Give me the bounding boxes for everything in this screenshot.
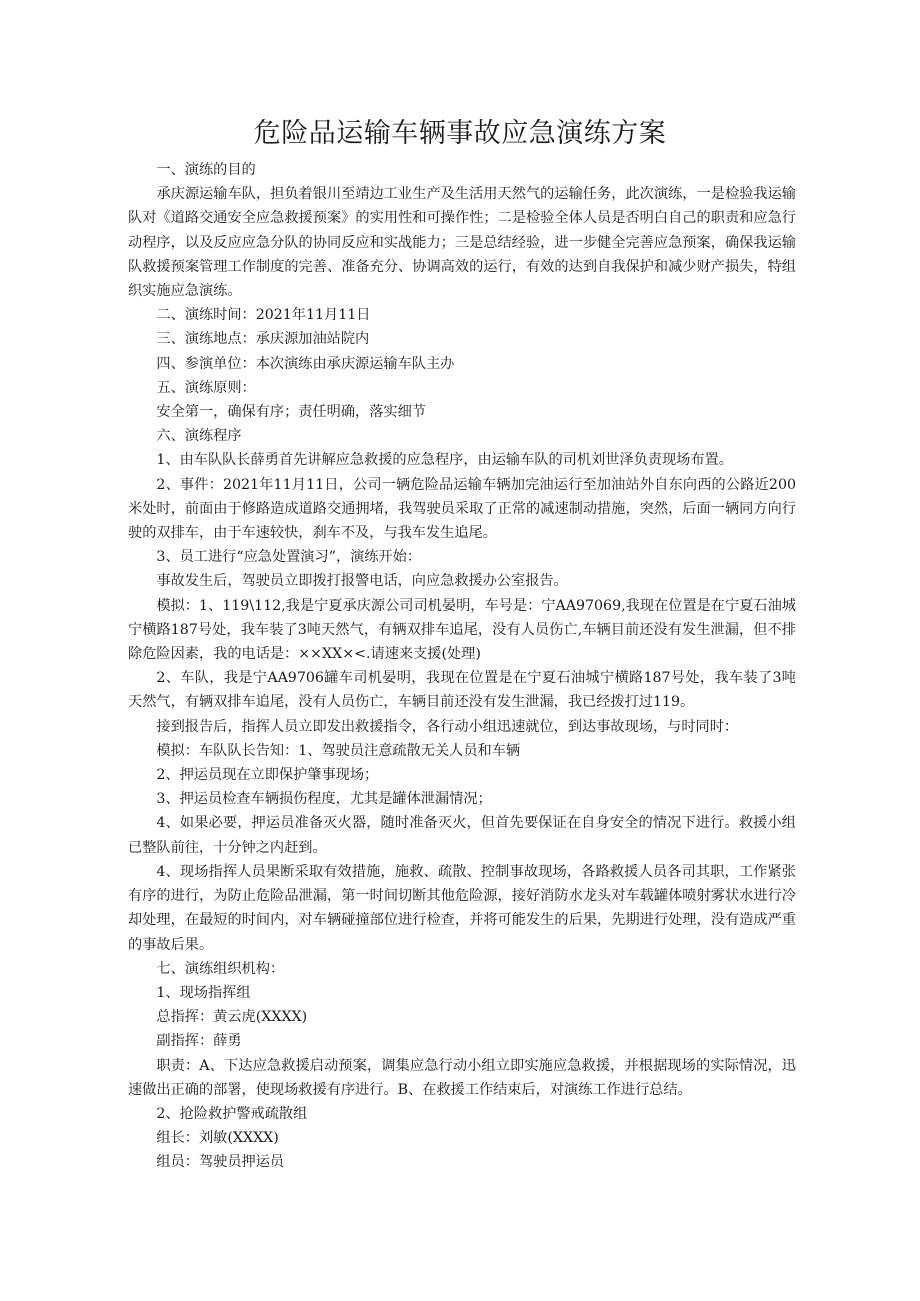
command-duties: 职责：A、下达应急救援启动预案，调集应急行动小组立即实施应急救援，并根据现场的实际情况，迅速做出正确的部署，使现场救援有序进行。B、在救援工作结束后，对演练工作进行总结。: [128, 1057, 796, 1098]
document-body: [128, 158, 796, 1175]
procedure-step-1: 1、由车队队长薛勇首先讲解应急救援的应急程序，由运输车队的司机刘世泽负责现场布置。: [156, 452, 733, 469]
accident-report-text: 事故发生后，驾驶员立即拨打报警电话，向应急救援办公室报告。: [156, 573, 568, 590]
document-title: 危险品运输车辆事故应急演练方案: [253, 118, 667, 149]
group-heading-rescue: 2、抢险救护警戒疏散组: [156, 1105, 308, 1122]
section-heading-procedure: 六、演练程序: [156, 428, 242, 445]
captain-instruction-2: 2、押运员现在立即保护肇事现场；: [156, 767, 379, 784]
captain-instruction-4: 4、如果必要，押运员准备灭火器，随时准备灭火，但首先要保证在自身安全的情况下进行。救援小组已整队前往，十分钟之内赶到。: [128, 815, 796, 856]
paragraph-purpose: 承庆源运输车队，担负着银川至靖边工业生产及生活用天然气的运输任务，此次演练，一是检验我运输队对《道路交通安全应急救援预案》的实用性和可操作性；二是检验全体人员是否明白自己的职责和应急行动程序，以及反应应急分队的协同反应和实战能力；三是总结经验，进一步健全完善应急预案，确保我运输队救援预案管理工作制度的完善、准备充分、协调高效的运行，有效的达到自我保护和减少财产损失，特组织实施应急演练。: [128, 186, 796, 300]
command-response: 接到报告后，指挥人员立即发出救援指令，各行动小组迅速就位，到达事故现场，与时同时：: [156, 718, 739, 735]
procedure-step-3: 3、员工进行“应急处置演习”，演练开始：: [156, 549, 422, 566]
participating-unit: 四、参演单位：本次演练由承庆源运输车队主办: [156, 355, 455, 372]
rescue-group-members: 组员：驾驶员押运员: [156, 1154, 285, 1171]
captain-instruction-3: 3、押运员检查车辆损伤程度，尤其是罐体泄漏情况；: [156, 791, 492, 808]
deputy-commander: 副指挥：薛勇: [156, 1033, 242, 1050]
rescue-group-leader: 组长：刘敏(XXXX): [156, 1130, 279, 1147]
procedure-step-2-event: 2、事件：2021年11月11日，公司一辆危险品运输车辆加完油运行至加油站外自东向西的公路近200米处时，前面由于修路造成道路交通拥堵，我驾驶员采取了正常的减速制动措施，突然，后面一辆同方向行驶的双排车，由于车速较快，刹车不及，与我车发生追尾。: [128, 476, 796, 542]
chief-commander: 总指挥：黄云虎(XXXX): [156, 1009, 308, 1026]
principles-text: 安全第一，确保有序；责任明确，落实细节: [156, 404, 426, 421]
section-heading-purpose: 一、演练的目的: [156, 162, 256, 178]
group-heading-command: 1、现场指挥组: [156, 984, 251, 1001]
drill-time: 二、演练时间：2021年11月11日: [156, 307, 371, 324]
onsite-command-measures: 4、现场指挥人员果断采取有效措施，施救、疏散、控制事故现场，各路救援人员各司其职，工作紧张有序的进行，为防止危险品泄漏，第一时间切断其他危险源，接好消防水龙头对车载罐体喷射雾状水进行冷却处理，在最短的时间内，对车辆碰撞部位进行检查，并将可能发生的后果，先期进行处理，没有造成严重的事故后果。: [128, 863, 796, 953]
section-heading-principles: 五、演练原则：: [156, 379, 256, 396]
simulation-call-1: 模拟：1、119\112,我是宁夏承庆源公司司机晏明，车号是：宁AA97069,我现在位置是在宁夏石油城宁横路187号处，我车装了3吨天然气，有辆双排车追尾，没有人员伤亡,车辆目前还没有发生泄漏，但不排除危险因素，我的电话是：××XX×<.请速来支援(处理): [128, 597, 796, 663]
section-heading-organization: 七、演练组织机构：: [156, 960, 285, 977]
drill-location: 三、演练地点：承庆源加油站院内: [156, 331, 370, 348]
simulation-call-2: 2、车队，我是宁AA9706罐车司机晏明，我现在位置是在宁夏石油城宁横路187号处，我车装了3吨天然气，有辆双排车追尾，没有人员伤亡，车辆目前还没有发生泄漏，我已经拨打过119。: [128, 670, 796, 711]
captain-instruction-1: 模拟：车队队长告知：1、驾驶员注意疏散无关人员和车辆: [156, 742, 521, 759]
